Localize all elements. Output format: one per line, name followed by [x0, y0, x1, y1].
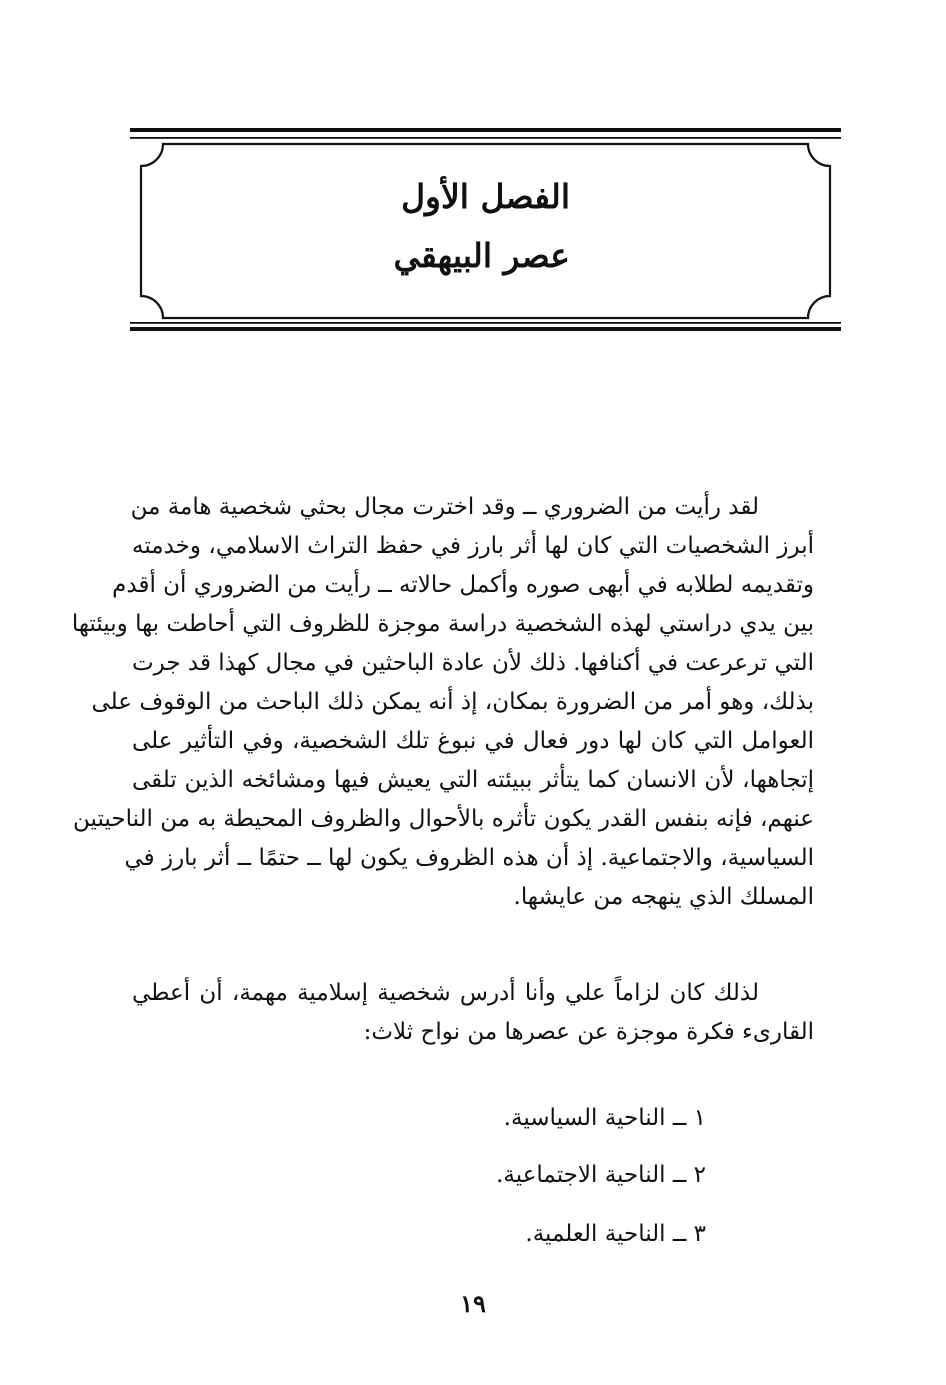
- text-line: وتقديمه لطلابه في أبهى صوره وأكمل حالاته ــ رأيت من الضروري أن أقدم: [112, 572, 814, 598]
- list-item: ٣ ــ الناحية العلمية.: [525, 1221, 706, 1247]
- text-line: العوامل التي كان لها دور فعال في نبوغ تلك الشخصية، وفي التأثير على: [132, 728, 814, 754]
- text-line: أبرز الشخصيات التي كان لها أثر بارز في حفظ التراث الاسلامي، وخدمته: [132, 533, 814, 559]
- text-line: السياسية، والاجتماعية. إذ أن هذه الظروف يكون لها ــ حتمًا ــ أثر بارز في: [124, 845, 814, 871]
- page-number: ١٩: [460, 1289, 486, 1318]
- text-line: المسلك الذي ينهجه من عايشها.: [513, 884, 814, 910]
- chapter-title: عصر البيهقي: [393, 236, 570, 275]
- text-line: بين يدي دراستي لهذه الشخصية دراسة موجزة للظروف التي أحاطت بها وبيئتها: [71, 611, 814, 637]
- chapter-header-frame: [128, 124, 843, 336]
- list-item: ١ ــ الناحية السياسية.: [503, 1105, 706, 1131]
- text-line: لذلك كان لزاماً علي وأنا أدرس شخصية إسلامية مهمة، أن أعطي: [132, 980, 759, 1006]
- text-line: بذلك، وهو أمر من الضرورة بمكان، إذ أنه يمكن ذلك الباحث من الوقوف على: [91, 689, 814, 715]
- text-line: القارىء فكرة موجزة عن عصرها من نواح ثلاث:: [363, 1019, 814, 1045]
- text-line: عنهم، فإنه بنفس القدر يكون تأثره بالأحوال والظروف المحيطة به من الناحيتين: [73, 806, 814, 832]
- text-line: لقد رأيت من الضروري ــ وقد اخترت مجال بحثي شخصية هامة من: [130, 494, 759, 520]
- ornamental-border-icon: [128, 124, 843, 336]
- paragraph-aspects-intro: [132, 974, 814, 1054]
- paragraph-intro: [71, 488, 814, 928]
- text-line: إتجاهها، لأن الانسان كما يتأثر ببيئته التي يعيش فيها ومشائخه الذين تلقى: [132, 767, 814, 793]
- list-item: ٢ ــ الناحية الاجتماعية.: [496, 1162, 706, 1188]
- text-line: التي ترعرعت في أكنافها. ذلك لأن عادة الباحثين في مجال كهذا قد جرت: [132, 650, 814, 676]
- chapter-label: الفصل الأول: [401, 177, 570, 216]
